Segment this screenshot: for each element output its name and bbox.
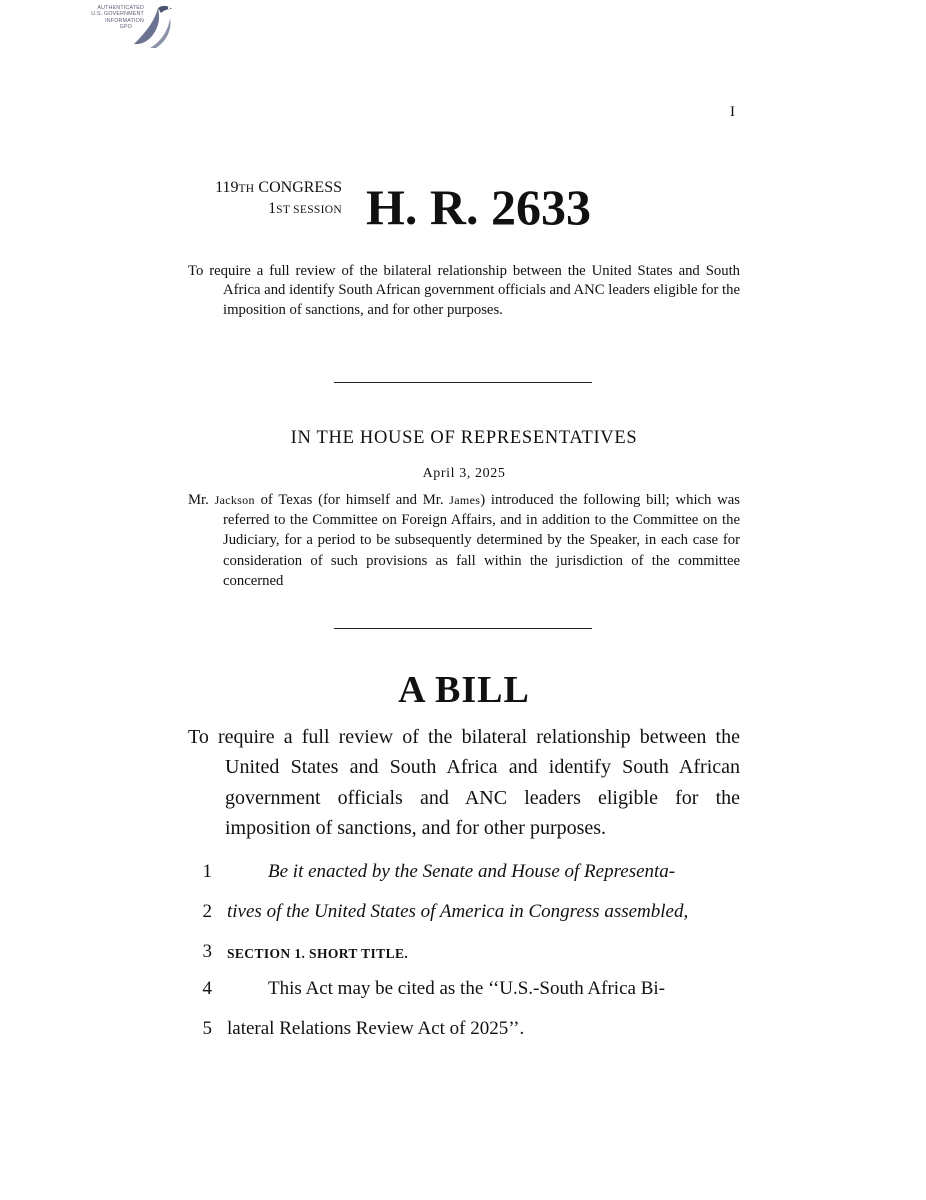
enacting-clause-line: Be it enacted by the Senate and House of Representa- xyxy=(268,861,676,882)
line-number: 4 xyxy=(202,978,212,999)
intro-mid: of Texas (for himself and Mr. xyxy=(254,492,450,508)
congress-session xyxy=(186,178,342,220)
divider xyxy=(334,628,592,629)
intro-prefix: Mr. xyxy=(188,492,215,508)
session-line xyxy=(186,199,342,220)
purpose-summary: To require a full review of the bilateral relationship between the United States and South Africa and identify South African government officials and ANC leaders eligible for the imposition of sanctions, and for other purposes. xyxy=(188,263,740,318)
line-number: 3 xyxy=(202,941,212,962)
enacting-clause-line: tives of the United States of America in Congress assembled, xyxy=(227,901,689,922)
short-title-line: This Act may be cited as the ‘‘U.S.-South Africa Bi- xyxy=(268,978,665,999)
short-title-line: lateral Relations Review Act of 2025’’. xyxy=(227,1018,525,1039)
house-heading: IN THE HOUSE OF REPRESENTATIVES xyxy=(290,428,638,448)
bill-number: H. R. 2633 xyxy=(366,179,591,235)
seal-line: U.S. GOVERNMENT xyxy=(91,11,144,18)
congress-line xyxy=(186,178,342,199)
line-number: 1 xyxy=(202,861,212,882)
divider xyxy=(334,382,592,383)
seal-line: INFORMATION xyxy=(105,17,144,24)
cosponsor-name: James xyxy=(449,493,481,507)
introduction-date: April 3, 2025 xyxy=(422,466,506,481)
bill-purpose: To require a full review of the bilateral relationship between the United States and South Africa and identify South African government officials and ANC leaders eligible for the imposition of sanctions, and for other purposes. xyxy=(188,726,740,839)
line-number: 5 xyxy=(202,1018,212,1039)
congress-word: CONGRESS xyxy=(258,179,342,196)
page-mark: I xyxy=(730,104,735,120)
seal-line: AUTHENTICATED xyxy=(97,5,144,11)
seal-line: GPO xyxy=(119,24,132,31)
introduction-paragraph xyxy=(188,490,740,591)
session-number: 1 xyxy=(268,200,277,217)
session-word: ST SESSION xyxy=(276,204,342,216)
section-title: SECTION 1. SHORT TITLE. xyxy=(227,946,409,961)
congress-number: 119 xyxy=(215,179,239,196)
intro-rest: ) introduced the following bill; which was referred to the Committee on Foreign Affairs, and in addition to the Committee on the Judiciary, for a period to be subsequently determined by the Speaker, in each case for consideration of such provisions as fall within the jurisdiction of the committee concerned xyxy=(223,492,740,589)
gpo-seal xyxy=(68,2,178,50)
congress-suffix: TH xyxy=(238,183,255,195)
sponsor-name: Jackson xyxy=(214,493,255,507)
line-number: 2 xyxy=(202,901,212,922)
eagle-icon xyxy=(130,2,176,50)
bill-heading: A BILL xyxy=(398,669,530,711)
